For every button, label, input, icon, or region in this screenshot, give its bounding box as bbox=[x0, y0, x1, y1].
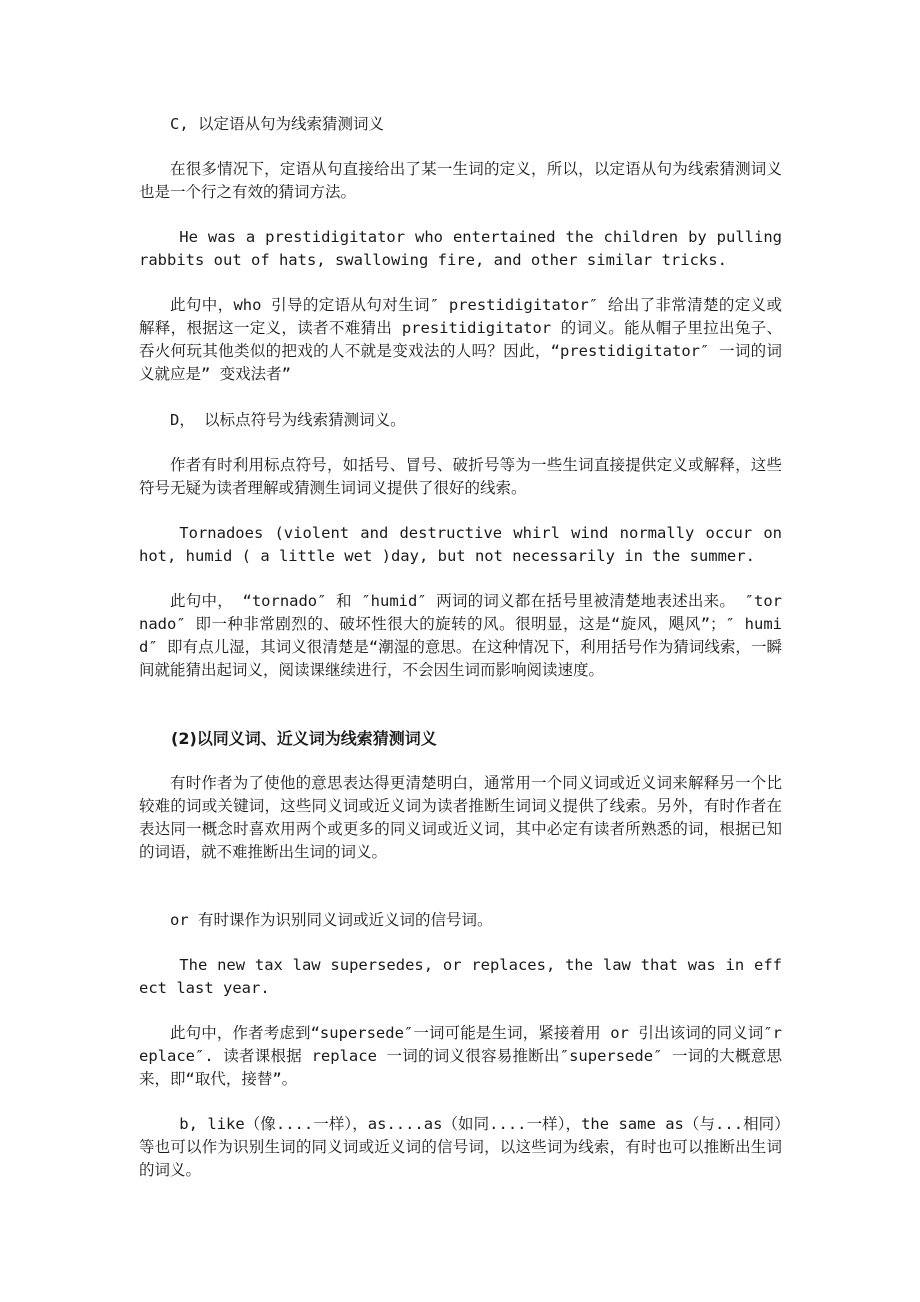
paragraph: or 有时课作为识别同义词或近义词的信号词。 bbox=[170, 911, 493, 929]
paragraph: 此句中， “tornado″ 和 ″humid″ 两词的词义都在括号里被清楚地表述出来。 ″tornado″ 即一种非常剧烈的、破坏性很大的旋转的风。很明显，这是“旋风，飓风”；″ humid″ 即有点儿湿，其词义很清楚是“潮湿的意思。在这种情况下，利用括号作为猜词线索，一瞬间就能猜出起词义，阅读课继续进行，不会因生词而影响阅读速度。 bbox=[139, 592, 782, 679]
paragraph: 有时作者为了使他的意思表达得更清楚明白，通常用一个同义词或近义词来解释另一个比较难的词或关键词，这些同义词或近义词为读者推断生词词义提供了线索。另外，有时作者在表达同一概念时喜欢用两个或更多的同义词或近义词，其中必定有读者所熟悉的词，根据已知的词语，就不难推断出生词的词义。 bbox=[139, 774, 782, 861]
section-heading-d: D， 以标点符号为线索猜测词义。 bbox=[170, 411, 406, 429]
paragraph: 在很多情况下，定语从句直接给出了某一生词的定义，所以，以定语从句为线索猜测词义也是一个行之有效的猜词方法。 bbox=[139, 160, 782, 201]
example-sentence: He was a prestidigitator who entertained the children by pulling rabbits out of hats, swallowing fire, and other similar tricks. bbox=[139, 228, 782, 269]
section-heading-synonyms: (2)以同义词、近义词为线索猜测词义 bbox=[171, 729, 437, 748]
example-sentence: The new tax law supersedes, or replaces, the law that was in effect last year. bbox=[139, 956, 782, 997]
example-sentence: Tornadoes (violent and destructive whirl wind normally occur on hot, humid ( a little wet )day, but not necessarily in the summer. bbox=[139, 524, 782, 565]
paragraph: b, like（像....一样），as....as（如同....一样），the same as（与...相同）等也可以作为识别生词的同义词或近义词的信号词，以这些词为线索，有时也可以推断出生词的词义。 bbox=[139, 1115, 782, 1179]
paragraph: 作者有时利用标点符号，如括号、冒号、破折号等为一些生词直接提供定义或解释，这些符号无疑为读者理解或猜测生词词义提供了很好的线索。 bbox=[139, 456, 782, 497]
paragraph: 此句中，作者考虑到“supersede″一词可能是生词，紧接着用 or 引出该词的同义词″replace″. 读者课根据 replace 一词的词义很容易推断出″supersede″ 一词的大概意思来，即“取代，接替”。 bbox=[139, 1024, 782, 1088]
section-heading-c: C, 以定语从句为线索猜测词义 bbox=[170, 115, 384, 133]
paragraph: 此句中，who 引导的定语从句对生词″ prestidigitator″ 给出了非常清楚的定义或解释，根据这一定义，读者不难猜出 presitidigitator 的词义。能从帽子里拉出兔子、吞火何玩其他类似的把戏的人不就是变戏法的人吗？因此，“prestidigitator″ 一词的词义就应是” 变戏法者” bbox=[139, 296, 782, 383]
